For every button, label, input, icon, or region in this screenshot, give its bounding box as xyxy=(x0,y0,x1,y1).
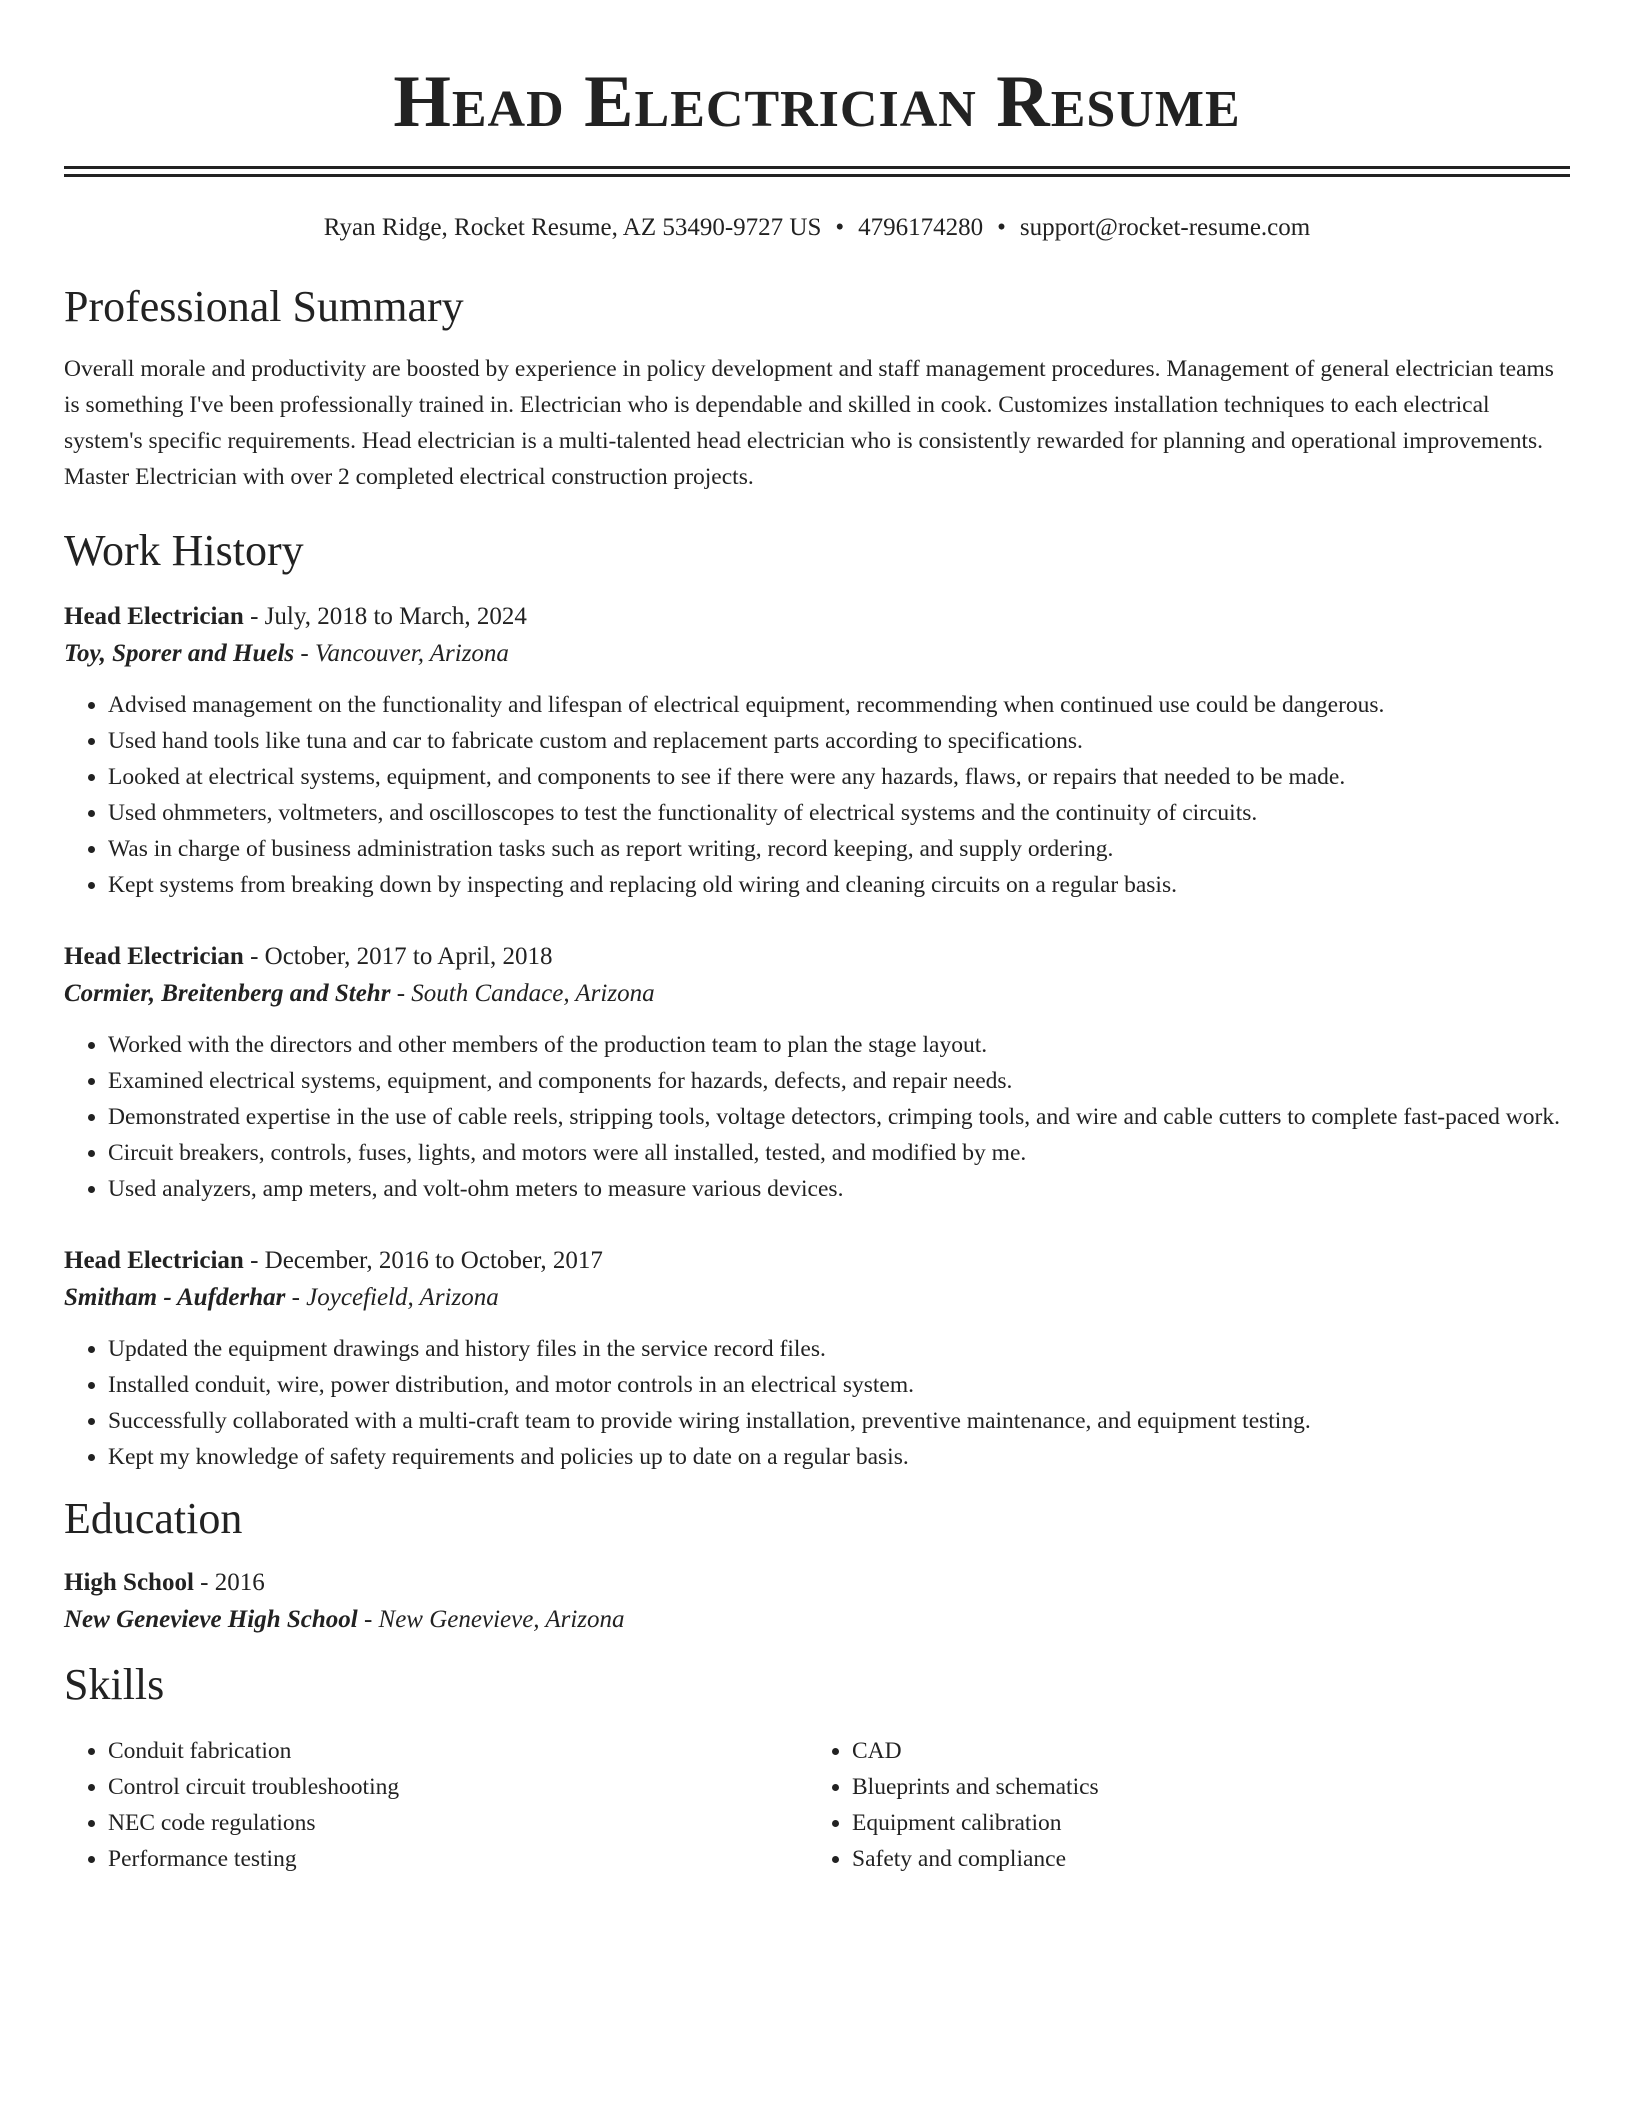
contact-line xyxy=(64,213,1570,243)
skills-column-left xyxy=(64,1733,808,1877)
skill-item: • NEC code regulations xyxy=(108,1805,808,1841)
education-heading: Education xyxy=(64,1494,243,1543)
contact-email: support@rocket-resume.com xyxy=(1019,214,1311,241)
job-role: Head Electrician xyxy=(64,1247,244,1274)
list-item: • Updated the equipment drawings and history files in the service record files. xyxy=(108,1331,1570,1367)
list-item: • Was in charge of business administration tasks such as report writing, record keeping, and supply ordering. xyxy=(108,831,1570,867)
job-company: Smitham - Aufderhar xyxy=(64,1284,286,1311)
resume-page xyxy=(64,0,1570,1877)
list-item: • Worked with the directors and other members of the production team to plan the stage layout. xyxy=(108,1027,1570,1063)
education-school-line xyxy=(64,1601,1570,1639)
skill-item: • Safety and compliance xyxy=(852,1841,1552,1877)
summary-text: Overall morale and productivity are boosted by experience in policy development and staff management procedures. Management of general electrician teams is something I've been professionally trained in. Electrician who is dependable and skilled in cook. Customizes installation techniques to each electrical system's specific requirements. Head electrician is a multi-talented head electrician who is consistently rewarded for planning and operational improvements. Master Electrician with over 2 completed electrical construction projects. xyxy=(64,356,1554,490)
list-item: • Looked at electrical systems, equipment, and components to see if there were any hazards, flaws, or repairs that needed to be made. xyxy=(108,759,1570,795)
title-divider-bottom xyxy=(64,174,1570,177)
job-title-line xyxy=(64,939,1570,975)
job-company-line xyxy=(64,1279,1570,1317)
list-item: • Installed conduit, wire, power distribution, and motor controls in an electrical system. xyxy=(108,1367,1570,1403)
title-divider-top xyxy=(64,166,1570,169)
job-company-line xyxy=(64,635,1570,673)
summary-heading: Professional Summary xyxy=(64,282,464,331)
job-company: Cormier, Breitenberg and Stehr xyxy=(64,980,391,1007)
list-item: • Successfully collaborated with a multi-craft team to provide wiring installation, preventive maintenance, and equipment testing. xyxy=(108,1403,1570,1439)
job-role: Head Electrician xyxy=(64,603,244,630)
job-role: Head Electrician xyxy=(64,943,244,970)
skill-item: • Equipment calibration xyxy=(852,1805,1552,1841)
skill-item: • CAD xyxy=(852,1733,1552,1769)
contact-phone: 4796174280 xyxy=(858,214,984,241)
job-dates: - July, 2018 to March, 2024 xyxy=(243,603,527,630)
skill-item: • Blueprints and schematics xyxy=(852,1769,1552,1805)
skill-item: • Control circuit troubleshooting xyxy=(108,1769,808,1805)
list-item: • Kept my knowledge of safety requirements and policies up to date on a regular basis. xyxy=(108,1439,1570,1475)
job-title-line xyxy=(64,1243,1570,1279)
list-item: • Used analyzers, amp meters, and volt-ohm meters to measure various devices. xyxy=(108,1171,1570,1207)
contact-separator: • xyxy=(835,214,845,241)
job-company: Toy, Sporer and Huels xyxy=(64,640,295,667)
education-degree: High School xyxy=(64,1569,194,1596)
job-location: - Vancouver, Arizona xyxy=(294,640,509,667)
education-school: New Genevieve High School xyxy=(64,1606,358,1633)
job-entry xyxy=(64,1243,1570,1475)
job-entry xyxy=(64,939,1570,1207)
list-item: • Demonstrated expertise in the use of cable reels, stripping tools, voltage detectors, crimping tools, and wire and cable cutters to complete fast-paced work. xyxy=(108,1099,1570,1135)
skills-column-right xyxy=(808,1733,1552,1877)
education-location: - New Genevieve, Arizona xyxy=(357,1606,625,1633)
list-item: • Circuit breakers, controls, fuses, lights, and motors were all installed, tested, and modified by me. xyxy=(108,1135,1570,1171)
contact-separator: • xyxy=(997,214,1006,241)
skill-item: • Conduit fabrication xyxy=(108,1733,808,1769)
job-dates: - October, 2017 to April, 2018 xyxy=(243,943,553,970)
skills-grid xyxy=(64,1733,1570,1877)
contact-address: Ryan Ridge, Rocket Resume, AZ 53490-9727 US xyxy=(323,214,822,241)
job-title-line xyxy=(64,599,1570,635)
list-item: • Kept systems from breaking down by inspecting and replacing old wiring and cleaning circuits on a regular basis. xyxy=(108,867,1570,903)
list-item: • Used ohmmeters, voltmeters, and oscilloscopes to test the functionality of electrical systems and the continuity of circuits. xyxy=(108,795,1570,831)
list-item: • Examined electrical systems, equipment, and components for hazards, defects, and repair needs. xyxy=(108,1063,1570,1099)
job-entry xyxy=(64,599,1570,903)
job-bullets xyxy=(64,1027,1570,1207)
job-dates: - December, 2016 to October, 2017 xyxy=(243,1247,603,1274)
education-year: - 2016 xyxy=(193,1569,265,1596)
job-bullets xyxy=(64,687,1570,903)
page-title: Head Electrician Resume xyxy=(393,61,1241,143)
skills-heading: Skills xyxy=(64,1660,165,1709)
list-item: • Advised management on the functionality and lifespan of electrical equipment, recommending when continued use could be dangerous. xyxy=(108,687,1570,723)
skill-item: • Performance testing xyxy=(108,1841,808,1877)
list-item: • Used hand tools like tuna and car to fabricate custom and replacement parts according to specifications. xyxy=(108,723,1570,759)
job-location: - Joycefield, Arizona xyxy=(285,1284,499,1311)
work-history-heading: Work History xyxy=(64,526,304,575)
job-bullets xyxy=(64,1331,1570,1475)
education-entry xyxy=(64,1565,1570,1639)
job-company-line xyxy=(64,975,1570,1013)
job-location: - South Candace, Arizona xyxy=(390,980,655,1007)
education-degree-line xyxy=(64,1565,1570,1601)
